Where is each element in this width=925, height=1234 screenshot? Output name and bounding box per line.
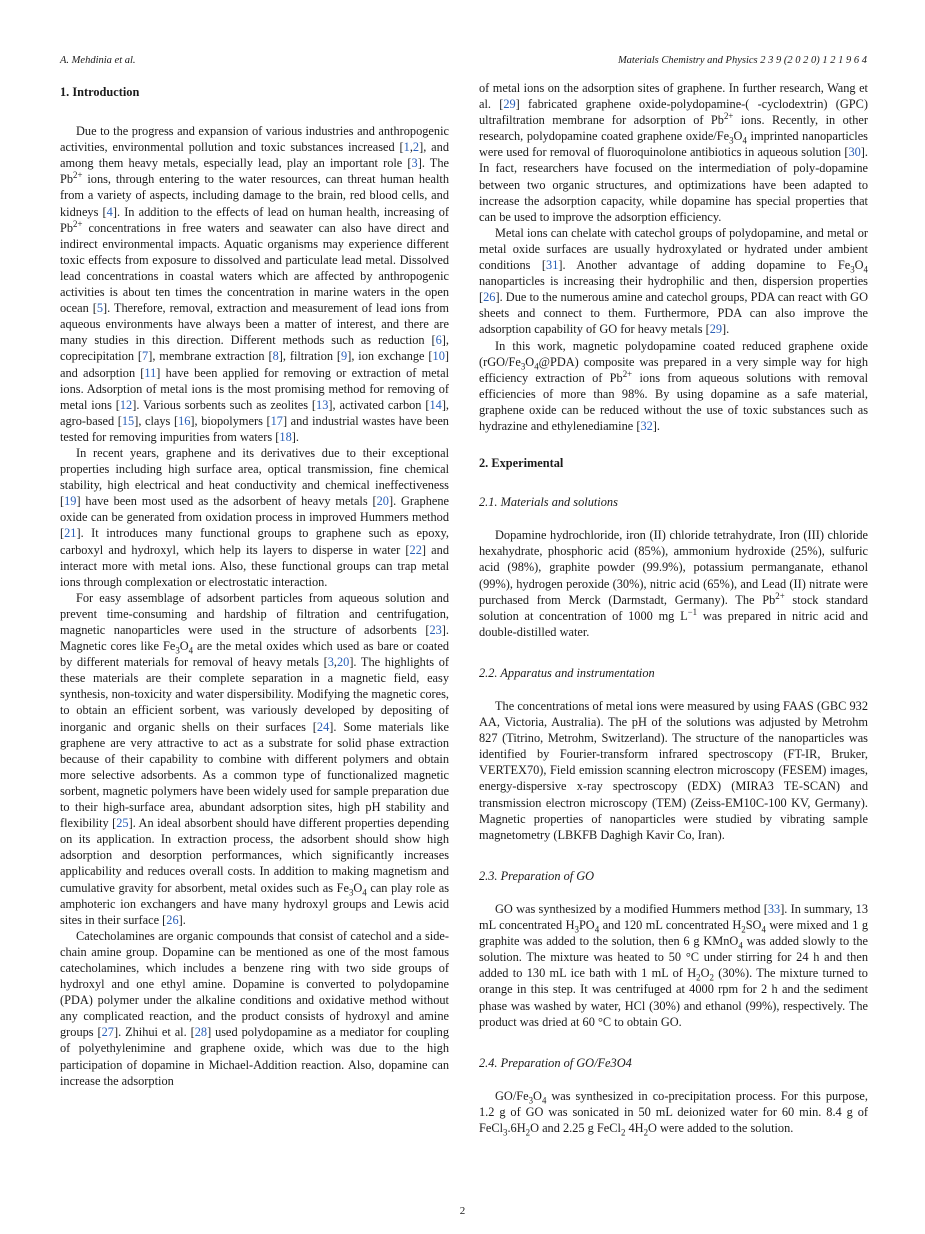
paragraph: Metal ions can chelate with catechol groups of polydopamine, and metal or metal oxide surfaces are usually hydroxylated or hydrated under ambient conditions [31]. Another advantage of adding dopamine to $Fe_3O_4$ nanoparticles is increasing their hydrophilic and then, dispersion properties [26]. Due to the numerous amine and catechol groups, PDA can react with GO sheets and connect to them. Furthermore, PDA can also improve the adsorption capability of GO for heavy metals [29]. (479, 225, 868, 337)
subsection-heading-go: 2.3. Preparation of GO (479, 868, 595, 883)
paragraph: Catecholamines are organic compounds that consist of catechol and a side-chain amine group. Dopamine can be mentioned as one of the most famous catecholamines, which includes a benzene ring with two side groups of hydroxyl and one ethyl amine. Dopamine is converted to polydopamine (PDA) polymer under the alkaline conditions and oxidative method without any complicated reaction, and the product consists of hydroxyl and amine groups [27]. Zhihui et al. [28] used polydopamine as a mediator for coupling of polyethylenimine and graphene oxide, which was due to the high participation of dopamine in Michael-Addition reaction. Also, dopamine can increase the adsorption (60, 928, 449, 1088)
subsection-heading-go-fe3o4: 2.4. Preparation of GO/Fe3O4 (479, 1055, 632, 1070)
paragraph: of metal ions on the adsorption sites of graphene. In further research, Wang et al. [29] fabricated graphene oxide-polydopamine-( -cyclodextrin) (GPC) ultrafiltration membrane for adsorption of $Pb^{2+}$ ions. Recently, in other research, polydopamine coated graphene oxide/$Fe_3O_4$ imprinted nanoparticles were used for removal of fluoroquinolone antibiotics in aqueous solution [30]. In fact, researchers have focused on the intermediation of poly-dopamine between two organic structures, and optimizations have been adapted to increase the adsorption capacity, while dopamine has special properties that can be used to improve the adsorption efficiency. (479, 81, 868, 224)
paragraph: For easy assemblage of adsorbent particles from aqueous solution and prevent time-consuming and hardship of filtration and centrifugation, magnetic nanoparticles were used in the structure of adsorbents [23]. Magnetic cores like $Fe_3O_4$ are the metal oxides which used as bare or coated by different materials for removal of heavy metals [3,20]. The highlights of these materials are their complete separation in a magnetic field, easy synthesis, non-toxicity and water dispersibility. Modifying the magnetic cores, to obtain an efficient sorbent, was variously developed by depositing of inorganic and organic shells on their surfaces [24]. Some materials like graphene are very attractive to act as a substrate for solid phase extraction because of their capability to combine with different polymers and obtain more selective adsorbents. As a common type of functionalized magnetic sorbent, magnetic polymers have been widely used for sample preparation due to their high-surface area, abundant adsorption sites, high pH stability and flexibility [25]. An ideal absorbent should have different properties depending on its application. In extraction process, the adsorbent should show high adsorption and desorption performances, which significantly increases applicability and reduces overall costs. In addition to making magnetism and cumulative gravity for absorbent, metal oxides such as $Fe_3O_4$ can play role as amphoteric ion exchangers and have many hydroxyl groups and Lewis acid sites in their surface [26]. (60, 590, 449, 927)
subsection-heading-materials: 2.1. Materials and solutions (479, 495, 618, 510)
section-heading-introduction: 1. Introduction (60, 85, 140, 99)
right-column (479, 80, 868, 1136)
running-header-journal: Materials Chemistry and Physics 2 3 9 (2 0 2 0) 1 2 1 9 6 4 (617, 55, 867, 66)
subsection-heading-apparatus: 2.2. Apparatus and instrumentation (479, 665, 655, 680)
left-column (60, 80, 449, 1089)
running-header-authors: A. Mehdinia et al. (60, 55, 136, 66)
paragraph: In recent years, graphene and its derivatives due to their exceptional properties including high surface area, optical transmission, fine chemical stability, high electrical and heat conductivity and chemical ineffectiveness [19] have been most used as the adsorbent of heavy metals [20]. Graphene oxide can be generated from oxidation process in improved Hummers method [21]. It introduces many functional groups to graphene such as epoxy, carboxyl and hydroxyl, which help its layers to disperse in water [22] and interact more with metal ions. Also, these functional groups can trap metal ions through complexation or electrostatic interaction. (60, 445, 449, 589)
paragraph: Due to the progress and expansion of various industries and anthropogenic activities, environmental pollution and toxic substances increased [1,2], and among them heavy metals, especially lead, play an important role [3]. The $Pb^{2+}$ ions, through entering to the water resources, can threat human health from a variety of aspects, including damage to the brain, red blood cells, and kidneys [4]. In addition to the effects of lead on human health, increasing of $Pb^{2+}$ concentrations in free waters and seawater can also have direct and indirect environmental impacts. Aquatic organisms may experience different toxic effects from exposure to dissolved and particulate lead metal. Dissolved lead concentrations in coastal waters which are affected by anthropogenic activities is about ten times the concentration in marine waters in the open ocean [5]. Therefore, removal, extraction and measurement of lead ions from aqueous environments have always been a matter of interest, and there are many studies in this direction. Different methods such as reduction [6], coprecipitation [7], membrane extraction [8], filtration [9], ion exchange [10] and adsorption [11] have been applied for removing or extraction of metal ions. Adsorption of metal ions is the most promising method for removing of metal ions [12]. Various sorbents such as zeolites [13], activated carbon [14], agro-based [15], clays [16], biopolymers [17] and industrial wastes have been tested for removing impurities from waters [18]. (60, 124, 450, 444)
page-number: 2 (459, 1205, 466, 1217)
section-heading-experimental: 2. Experimental (479, 456, 564, 471)
paragraph: $GO/Fe_3O_4$ was synthesized in co-precipitation process. For this purpose, 1.2 g of GO was sonicated in 50 mL deionized water for 60 min. 8.4 g of $FeCl_3.6H_2O$ and 2.25 g FeCl$_2$ $4H_2O$ were added to the solution. (479, 1088, 868, 1138)
paragraph: Dopamine hydrochloride, iron (II) chloride tetrahydrate, Iron (III) chloride hexahydrate, phosphoric acid (85%), ammonium hydroxide (25%), sulfuric acid (98%), graphite powder (99.9%), potassium permanganate, ethanol (99%), hydrogen peroxide (30%), nitric acid (65%), and Lead (II) nitrate were purchased from Merck (Darmstadt, Germany). The $Pb^{2+}$ stock standard solution at concentration of 1000 mg $L^{-1}$ was prepared in nitric acid and double-distilled water. (479, 528, 868, 639)
paragraph: In this work, magnetic polydopamine coated reduced graphene oxide $(rGO/Fe_3O_4@PDA)$ composite was prepared in a very simple way for high efficiency extraction of $Pb^{2+}$ ions from aqueous solutions with removal efficiencies of more than 98%. By using dopamine as a safe material, graphene oxide can be reduced without the use of toxic substances such as hydrazine and ethylenediamine [32]. (479, 338, 869, 433)
paragraph: The concentrations of metal ions were measured by using FAAS (GBC 932 AA, Victoria, Australia). The pH of the solutions was adjusted by Metrohm 827 (Titrino, Metrohm, Switzerland). The structure of the nanoparticles was identified by Fourier-transform infrared spectroscopy (FT-IR, Bruker, VERTEX70), Field emission scanning electron microscopy (FESEM) images, energy-dispersive x-ray spectroscopy (EDX) (MIRA3 TE-SCAN) and transmission electron microscopy (TEM) (Zeiss-EM10C-100 KV, Germany). Magnetic properties of nanoparticles were studied by vibrating sample magnetometry (LBKFB Daghigh Kavir Co, Iran). (479, 699, 868, 842)
paragraph: GO was synthesized by a modified Hummers method [33]. In summary, 13 mL concentrated $H_3PO_4$ and 120 mL concentrated $H_2SO_4$ were mixed and 1 g graphite was added to the solution, then 6 g KMnO$_4$ was added slowly to the solution. The mixture was heated to 50 °C under stirring for 24 h and then added to 130 mL ice bath with 1 mL of $H_2O_2$ (30%). The mixture turned to orange in this step. It was centrifuged at 4000 rpm for 2 h and the sediment phase was washed by water, HCl (30%) and ethanol (99%), respectively. The product was dried at 60 °C to obtain GO. (479, 901, 869, 1029)
